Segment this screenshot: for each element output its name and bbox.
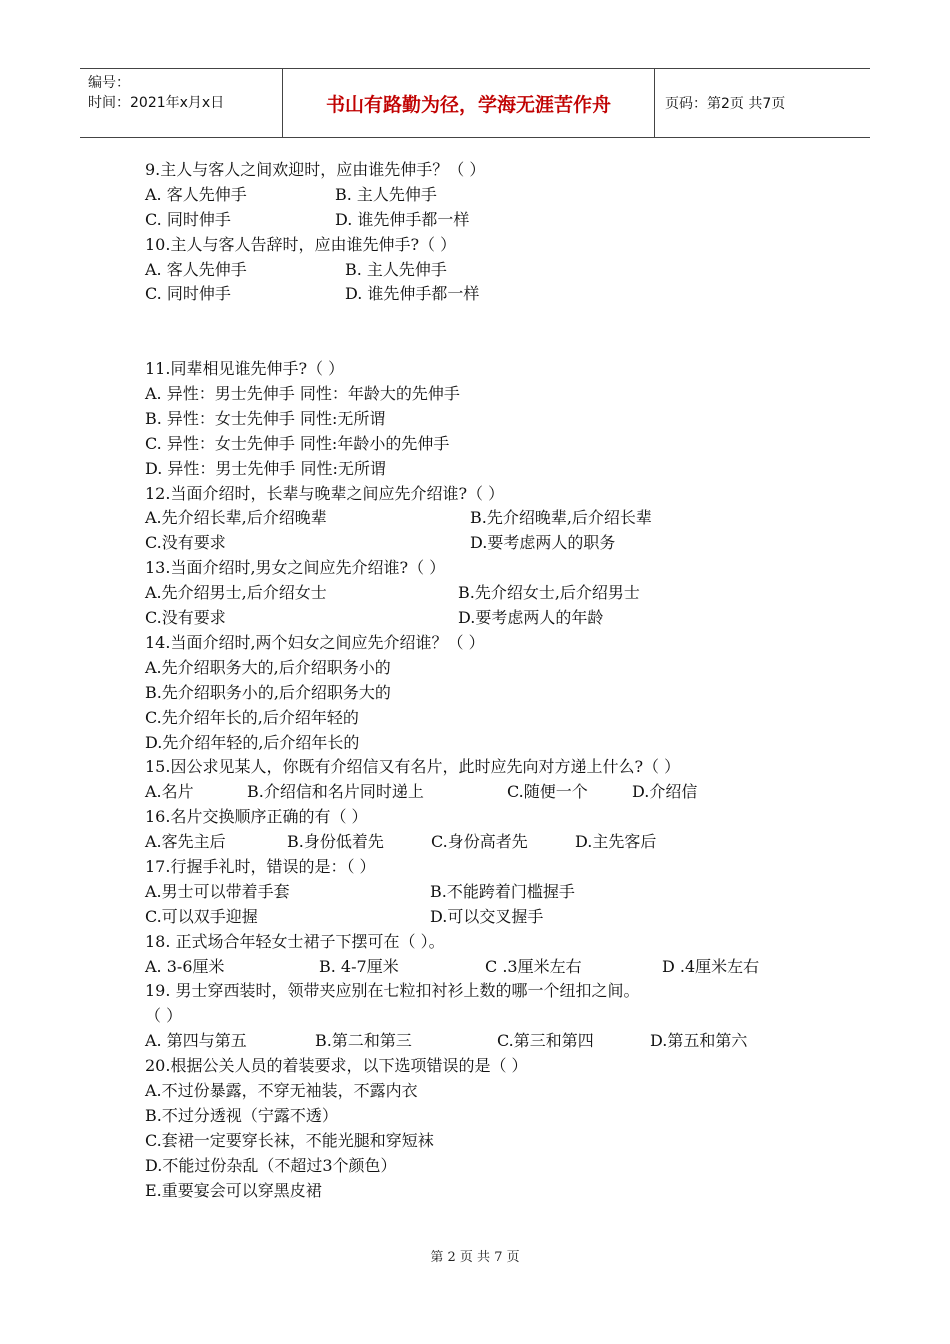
page-footer: 第 2 页 共 7 页 <box>430 1250 520 1265</box>
options-row <box>145 581 825 606</box>
option-b: B.先介绍职务小的,后介绍职务大的 <box>145 682 391 702</box>
option-d: D.第五和第六 <box>650 1031 748 1051</box>
question-17: 17.行握手礼时，错误的是：（ ） <box>145 856 376 876</box>
header-page-info: 页码：第2页 共7页 <box>665 96 786 112</box>
option-b: B. 主人先伸手 <box>335 184 437 204</box>
options-row <box>145 258 825 283</box>
option-b: B. 4-7厘米 <box>319 956 399 976</box>
option-d: D.要考虑两人的职务 <box>470 533 616 553</box>
option-b: B.身份低着先 <box>287 832 384 852</box>
option-d: D.可以交叉握手 <box>430 906 544 926</box>
option-b: B.介绍信和名片同时递上 <box>247 782 424 802</box>
option-a: A.先介绍男士,后介绍女士 <box>145 583 327 603</box>
options-row <box>145 1029 825 1054</box>
question-14: 14.当面介绍时,两个妇女之间应先介绍谁？（ ） <box>145 632 485 652</box>
option-a: A.不过份暴露，不穿无袖装，不露内衣 <box>145 1080 418 1100</box>
blank-gap <box>145 307 825 357</box>
option-b: B. 主人先伸手 <box>345 259 447 279</box>
option-a: A. 第四与第五 <box>145 1031 247 1051</box>
question-list <box>145 158 825 1203</box>
question-11: 11.同辈相见谁先伸手?（ ） <box>145 359 345 379</box>
option-a: A.男士可以带着手套 <box>145 881 290 901</box>
option-a: A. 客人先伸手 <box>145 259 247 279</box>
option-a: A. 客人先伸手 <box>145 184 247 204</box>
question-19: 19. 男士穿西装时，领带夹应别在七粒扣衬衫上数的哪一个纽扣之间。 <box>145 981 640 1001</box>
option-c: C.套裙一定要穿长袜，不能光腿和穿短袜 <box>145 1130 434 1150</box>
options-row <box>145 780 825 805</box>
option-d: D. 谁先伸手都一样 <box>345 284 480 304</box>
option-b: B.不过分透视（宁露不透） <box>145 1105 338 1125</box>
option-c: C.可以双手迎握 <box>145 906 258 926</box>
option-c: C.没有要求 <box>145 533 226 553</box>
option-b: B. 异性：女士先伸手 同性:无所谓 <box>145 408 386 428</box>
header-motto: 书山有路勤为径，学海无涯苦作舟 <box>283 69 655 137</box>
answer-blank: （ ） <box>145 1006 183 1026</box>
option-b: B.先介绍女士,后介绍男士 <box>458 583 640 603</box>
option-b: B.第二和第三 <box>315 1031 412 1051</box>
options-row <box>145 531 825 556</box>
header-meta <box>80 69 283 137</box>
options-row <box>145 880 825 905</box>
option-c: C .3厘米左右 <box>485 956 582 976</box>
question-15: 15.因公求见某人，你既有介绍信又有名片，此时应先向对方递上什么?（ ） <box>145 757 681 777</box>
question-18: 18. 正式场合年轻女士裙子下摆可在（ ）。 <box>145 931 445 951</box>
option-c: C.随便一个 <box>507 782 588 802</box>
options-row <box>145 208 825 233</box>
document-number-label: 编号： <box>88 75 130 91</box>
options-row <box>145 606 825 631</box>
option-c: C. 同时伸手 <box>145 284 231 304</box>
options-row <box>145 506 825 531</box>
option-b: B.先介绍晚辈,后介绍长辈 <box>470 508 652 528</box>
option-c: C.先介绍年长的,后介绍年轻的 <box>145 707 359 727</box>
question-13: 13.当面介绍时,男女之间应先介绍谁?（ ） <box>145 558 446 578</box>
question-16: 16.名片交换顺序正确的有（ ） <box>145 807 368 827</box>
option-d: D .4厘米左右 <box>662 956 760 976</box>
option-d: D. 谁先伸手都一样 <box>335 209 470 229</box>
options-row <box>145 955 825 980</box>
option-e: E.重要宴会可以穿黑皮裙 <box>145 1180 322 1200</box>
option-a: A.客先主后 <box>145 832 226 852</box>
option-d: D.先介绍年轻的,后介绍年长的 <box>145 732 360 752</box>
option-d: D.主先客后 <box>575 832 657 852</box>
page-header <box>80 68 870 138</box>
option-a: A.先介绍长辈,后介绍晚辈 <box>145 508 327 528</box>
option-c: C.身份高者先 <box>431 832 528 852</box>
option-d: D.要考虑两人的年龄 <box>458 608 604 628</box>
options-row <box>145 183 825 208</box>
option-b: B.不能跨着门槛握手 <box>430 881 575 901</box>
option-c: C. 同时伸手 <box>145 209 231 229</box>
option-d: D.不能过份杂乱（不超过3个颜色） <box>145 1155 397 1175</box>
options-row <box>145 905 825 930</box>
document-time: 时间：2021年x月x日 <box>88 95 225 111</box>
option-c: C. 异性：女士先伸手 同性:年龄小的先伸手 <box>145 433 450 453</box>
question-9: 9.主人与客人之间欢迎时，应由谁先伸手？（ ） <box>145 160 486 179</box>
question-12: 12.当面介绍时，长辈与晚辈之间应先介绍谁?（ ） <box>145 483 505 503</box>
option-a: A. 3-6厘米 <box>145 956 225 976</box>
option-d: D. 异性：男士先伸手 同性:无所谓 <box>145 458 386 478</box>
options-row <box>145 830 825 855</box>
options-row <box>145 282 825 307</box>
option-c: C.第三和第四 <box>497 1031 594 1051</box>
option-c: C.没有要求 <box>145 608 226 628</box>
option-a: A. 异性：男士先伸手 同性：年龄大的先伸手 <box>145 384 460 404</box>
question-20: 20.根据公关人员的着装要求，以下选项错误的是（ ） <box>145 1056 528 1076</box>
question-10: 10.主人与客人告辞时，应由谁先伸手?（ ） <box>145 234 457 254</box>
option-a: A.名片 <box>145 782 194 802</box>
option-a: A.先介绍职务大的,后介绍职务小的 <box>145 657 391 677</box>
option-d: D.介绍信 <box>632 782 698 802</box>
